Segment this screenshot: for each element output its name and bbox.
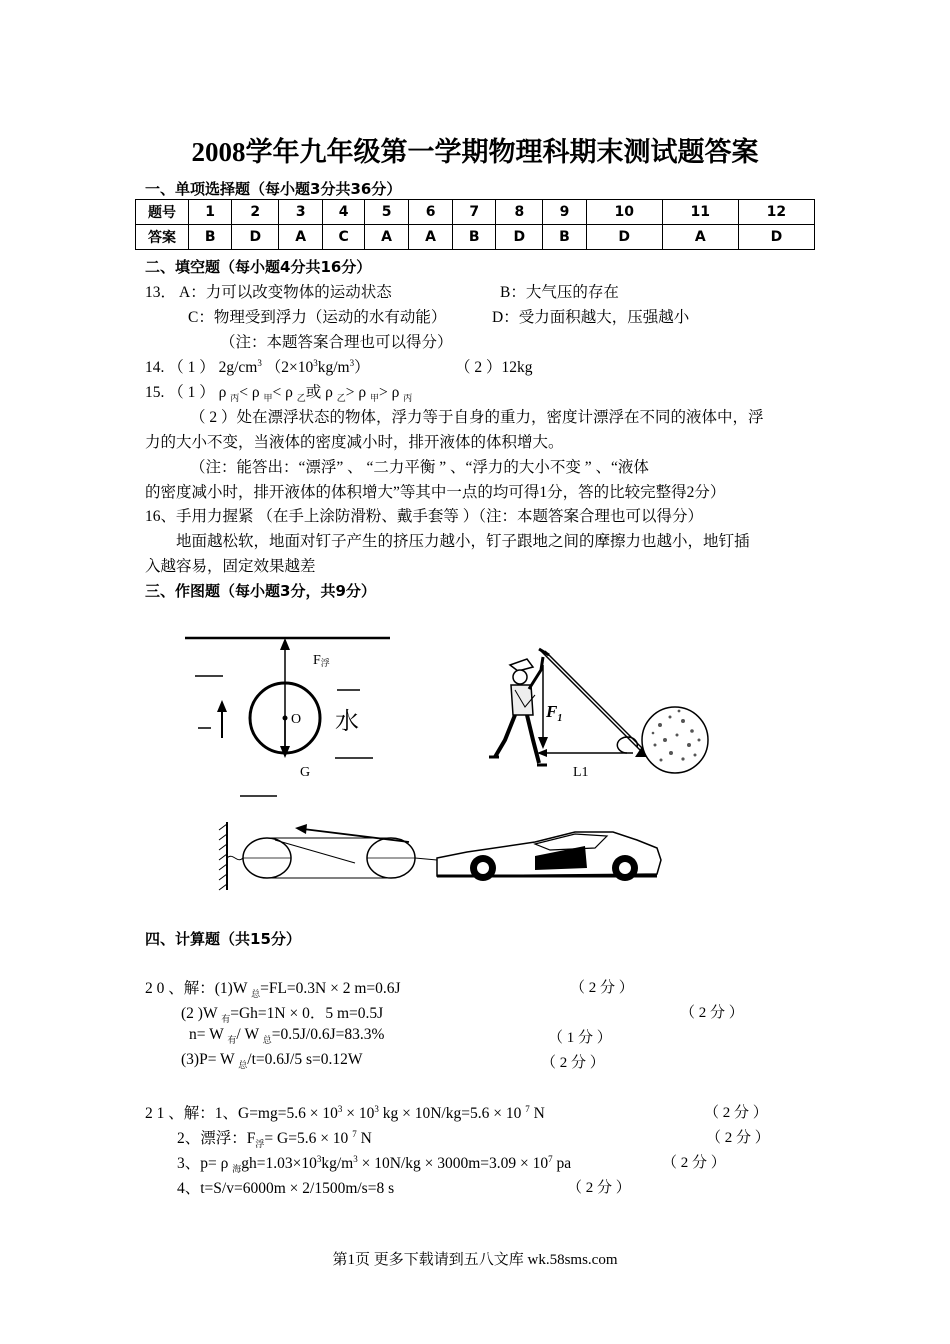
q20-text: 2 0 、解：(1)W: [145, 980, 252, 997]
q16-line3: 入越容易，固定效果越差: [145, 558, 316, 575]
q20-score4: （ 2 分 ）: [541, 1055, 605, 1071]
q20-score2: （ 2 分 ）: [680, 1005, 744, 1021]
section2-heading: 二、填空题（每小题4分共16分）: [145, 258, 372, 276]
q20-text: =0.5J/0.6J=83.3%: [271, 1026, 385, 1043]
q14-part2: （ 2 ）12kg: [455, 359, 533, 376]
wall-hook: [227, 856, 243, 859]
q21-text: × 10: [342, 1105, 375, 1122]
buoyancy-arrowhead: [280, 638, 290, 650]
pulley-car-diagram: [205, 818, 665, 896]
q21-text: kg/m: [321, 1155, 354, 1172]
q13-c: C：物理受到浮力（运动的水有动能）: [188, 309, 447, 326]
buoyancy-diagram: [185, 628, 395, 803]
q21-text: gh=1.03×10: [241, 1155, 317, 1172]
q14-exponent: 3: [257, 357, 262, 368]
table-cell: D: [496, 225, 543, 250]
sports-car-icon: [437, 832, 661, 881]
arm-label: L1: [573, 765, 589, 780]
table-cell: B: [453, 225, 496, 250]
q21-text: 2 1 、解：1、G=mg=5.6 × 10: [145, 1105, 338, 1122]
table-cell: 7: [453, 200, 496, 225]
q21-sub: 海: [232, 1164, 242, 1175]
q14-text: 14. （ 1 ） 2g/cm: [145, 359, 258, 376]
center-label: O: [291, 712, 302, 727]
q21-score1: （ 2 分 ）: [704, 1105, 768, 1121]
q21-text: × 10N/kg × 3000m=3.09 × 10: [357, 1155, 549, 1172]
q15-part1: [145, 380, 412, 404]
table-cell: 3: [279, 200, 323, 225]
q14-answer: [145, 355, 370, 377]
table-cell: D: [738, 225, 814, 250]
q20-score3: （ 1 分 ）: [548, 1030, 612, 1046]
rope-to-car: [415, 858, 437, 860]
q21-text: 2、漂浮：F: [177, 1130, 256, 1147]
q15-text: < ρ: [239, 384, 264, 401]
table-cell: 9: [543, 200, 586, 225]
gravity-label: G: [300, 765, 311, 780]
section3-heading: 三、作图题（每小题3分，共9分）: [145, 582, 376, 600]
answer-table: [135, 199, 815, 250]
page-footer: 第1页 更多下载请到五八文库 wk.58sms.com: [332, 1252, 618, 1268]
q21-line4: 4、t=S/v=6000m × 2/1500m/s=8 s: [177, 1180, 395, 1197]
q21-text: kg × 10N/kg=5.6 × 10: [378, 1105, 526, 1122]
table-cell: D: [232, 225, 279, 250]
table-row-label: 题号: [136, 200, 189, 225]
table-cell: 4: [323, 200, 365, 225]
table-cell: 12: [738, 200, 814, 225]
q21-text: N: [356, 1130, 372, 1147]
q21-line3: [177, 1151, 571, 1175]
person-figure-icon: [489, 657, 547, 765]
q20-line1: [145, 976, 401, 1000]
q21-text: = G=5.6 × 10: [264, 1130, 353, 1147]
table-cell: 8: [496, 200, 543, 225]
q20-line4: [181, 1051, 363, 1071]
table-cell: C: [323, 225, 365, 250]
q20-sub: 总: [251, 989, 261, 1000]
pull-arrowhead: [295, 824, 307, 834]
q15-sub: 丙: [403, 393, 413, 404]
force-arrowhead: [538, 737, 548, 749]
q15-line4: （注：能答出：“漂浮” 、 “二力平衡 ” 、“浮力的大小不变 ” 、“液体: [190, 459, 649, 476]
q14-text: （2×10: [261, 359, 314, 376]
section4-heading: 四、计算题（共15分）: [145, 930, 301, 948]
q20-line3: [189, 1026, 384, 1046]
table-cell: 1: [189, 200, 232, 225]
q13-note: （注：本题答案合理也可以得分）: [220, 334, 453, 351]
q21-exponent: 7: [548, 1153, 553, 1164]
q15-sub: 甲: [263, 393, 273, 404]
buoyancy-label: F浮: [313, 653, 330, 668]
q21-exponent: 3: [316, 1153, 322, 1164]
q21-line1: [145, 1101, 545, 1123]
wall-hatching: [219, 824, 227, 890]
table-row-answers: [136, 225, 815, 250]
q21-text: 3、p= ρ: [177, 1155, 233, 1172]
table-cell: 5: [365, 200, 409, 225]
current-arrowhead: [217, 700, 227, 712]
table-cell: 10: [586, 200, 662, 225]
q21-score2: （ 2 分 ）: [706, 1130, 770, 1146]
q21-text: N: [529, 1105, 545, 1122]
table-cell: B: [543, 225, 586, 250]
table-cell: 11: [662, 200, 738, 225]
q14-exponent: 3: [313, 357, 318, 368]
table-cell: A: [279, 225, 323, 250]
q15-text: > ρ: [379, 384, 404, 401]
section1-heading: 一、单项选择题（每小题3分共36分）: [145, 180, 402, 198]
q15-line2: （ 2 ）处在漂浮状态的物体，浮力等于自身的重力，密度计漂浮在不同的液体中，浮: [190, 409, 764, 426]
page-title: 2008学年九年级第一学期物理科期末测试题答案: [191, 137, 759, 167]
q20-text: (2 )W: [181, 1005, 222, 1022]
q21-text: pa: [552, 1155, 572, 1172]
q21-score4: （ 2 分 ）: [567, 1180, 631, 1196]
q15-sub: 乙: [336, 393, 346, 404]
q21-exponent: 3: [374, 1103, 379, 1114]
q20-text: /t=0.6J/5 s=0.12W: [247, 1051, 363, 1068]
q15-text: < ρ: [272, 384, 297, 401]
q20-text: n= W: [189, 1026, 228, 1043]
q16-line1: 16、手用力握紧 （在手上涂防滑粉、戴手套等 ）（注：本题答案合理也可以得分）: [145, 508, 704, 525]
q15-sub: 乙: [296, 393, 306, 404]
table-cell: D: [586, 225, 662, 250]
table-cell: 2: [232, 200, 279, 225]
q15-text: 15. （ 1 ） ρ: [145, 384, 231, 401]
q21-exponent: 7: [525, 1103, 530, 1114]
pull-arrow: [303, 829, 409, 842]
q21-score3: （ 2 分 ）: [662, 1155, 726, 1171]
q20-text: / W: [236, 1026, 263, 1043]
q14-text: kg/m: [317, 359, 350, 376]
table-row-label: 答案: [136, 225, 189, 250]
center-point: [283, 716, 288, 721]
q14-text: ）: [354, 359, 370, 376]
q13-a: 13． A：力可以改变物体的运动状态: [145, 284, 392, 301]
q15-text: > ρ: [345, 384, 371, 401]
table-cell: 6: [409, 200, 453, 225]
q15-sub: 甲: [370, 393, 380, 404]
table-cell: A: [662, 225, 738, 250]
q20-text: =Gh=1N × 0．5 m=0.5J: [230, 1005, 384, 1022]
q20-sub: 有: [221, 1014, 231, 1025]
q20-score1: （ 2 分 ）: [570, 980, 634, 996]
q20-sub: 总: [262, 1035, 272, 1046]
q14-exponent: 3: [349, 357, 355, 368]
q13-d: D：受力面积越大，压强越小: [492, 309, 690, 326]
force-label: $F_1$: [546, 702, 563, 724]
q21-exponent: 3: [337, 1103, 343, 1114]
lever-diagram: [485, 645, 715, 785]
q21-line2: [177, 1126, 372, 1150]
q21-exponent: 3: [353, 1153, 358, 1164]
q13-b: B：大气压的存在: [500, 284, 619, 301]
rope-diagonal: [275, 840, 355, 863]
q20-sub: 有: [227, 1035, 237, 1046]
table-row-numbers: [136, 200, 815, 225]
q20-text: (3)P= W: [181, 1051, 239, 1068]
table-cell: B: [189, 225, 232, 250]
q20-line2: [181, 1001, 383, 1025]
water-label: 水: [335, 709, 359, 735]
q21-exponent: 7: [352, 1128, 357, 1139]
q15-line5: 的密度减小时，排开液体的体积增大”等其中一点的均可得1分，答的比较完整得2分）: [145, 484, 726, 501]
q16-line2: 地面越松软，地面对钉子产生的挤压力越小，钉子跟地之间的摩擦力也越小，地钉插: [176, 533, 750, 550]
q15-line3: 力的大小不变，当液体的密度减小时，排开液体的体积增大。: [145, 434, 564, 451]
q21-sub: 浮: [255, 1139, 265, 1150]
table-cell: A: [365, 225, 409, 250]
q15-text: 或 ρ: [305, 384, 337, 401]
table-cell: A: [409, 225, 453, 250]
q20-text: =FL=0.3N × 2 m=0.6J: [260, 980, 401, 997]
q20-sub: 总: [238, 1060, 248, 1071]
q15-sub: 丙: [230, 393, 240, 404]
